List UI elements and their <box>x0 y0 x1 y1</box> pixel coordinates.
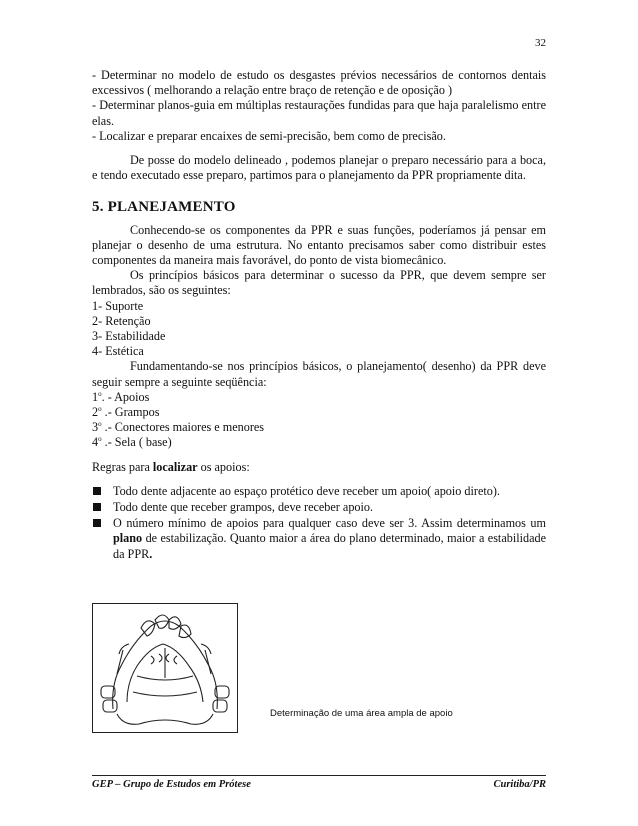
sequence-text: .- Sela ( base) <box>101 435 172 450</box>
sequence-number: 2 <box>92 405 99 420</box>
dental-arch-illustration <box>92 603 238 733</box>
principle-item: 2- Retenção <box>92 313 151 328</box>
ordinal-mark: o <box>98 389 102 398</box>
page-number: 32 <box>535 37 546 49</box>
rule-item: O número mínimo de apoios para qualquer caso deve ser 3. Assim determinamos um plano de estabilização. Quanto maior a área do plano determinado, maior a estabilidade da PPR. <box>92 516 546 562</box>
principle-item: 1- Suporte <box>92 298 144 313</box>
principle-item: 3- Estabilidade <box>92 329 166 344</box>
sequence-item <box>92 405 546 420</box>
footer-divider <box>92 775 546 776</box>
rule-item: Todo dente que receber grampos, deve receber apoio. <box>92 500 546 515</box>
sequence-text: .- Conectores maiores e menores <box>101 420 265 435</box>
square-bullet-icon <box>93 503 101 511</box>
paragraph-sequence: Fundamentando-se nos princípios básicos, o planejamento( desenho) da PPR deve seguir sempre a seguinte seqüência: <box>92 359 546 389</box>
rules-bold-word: localizar <box>152 459 198 474</box>
section-title: 5. PLANEJAMENTO <box>92 199 236 216</box>
principle-item: 4- Estética <box>92 344 144 359</box>
rule-item: Todo dente adjacente ao espaço protético deve receber um apoio( apoio direto). <box>92 484 546 499</box>
sequence-number: 1 <box>92 389 99 404</box>
sequence-item <box>92 390 546 405</box>
bold-word-plano: plano <box>113 531 143 546</box>
rules-list <box>92 484 546 562</box>
denture-drawing-icon <box>93 604 237 732</box>
intro-item: - Localizar e preparar encaixes de semi-precisão, bem como de precisão. <box>92 128 446 143</box>
footer-left: GEP – Grupo de Estudos em Prótese <box>92 779 251 790</box>
footer-right: Curitiba/PR <box>493 779 546 790</box>
intro-paragraph: De posse do modelo delineado , podemos planejar o preparo necessário para a boca, e tendo executado esse preparo, partimos para o planejamento da PPR propriamente dita. <box>92 153 546 183</box>
square-bullet-icon <box>93 487 101 495</box>
sequence-number: 4 <box>92 435 99 450</box>
sequence-text: .- Grampos <box>101 405 160 420</box>
rules-heading: Regras para localizar os apoios: <box>92 459 250 474</box>
ordinal-mark: o <box>98 405 102 413</box>
sequence-number: 3 <box>92 420 99 435</box>
figure-caption: Determinação de uma área ampla de apoio <box>270 708 453 719</box>
sequence-item <box>92 435 546 450</box>
paragraph-components: Conhecendo-se os componentes da PPR e suas funções, poderíamos já pensar em planejar o desenho de uma estrutura. No entanto precisamos saber como distribuir estes componentes da maneira mais favorável, do ponto de vista biomecânico. <box>92 222 546 268</box>
paragraph-principles: Os princípios básicos para determinar o sucesso da PPR, que devem sempre ser lembrados, são os seguintes: <box>92 268 546 298</box>
ordinal-mark: o <box>98 420 102 429</box>
ordinal-mark: o <box>98 435 102 444</box>
sequence-text: . - Apoios <box>101 389 150 404</box>
square-bullet-icon <box>93 519 101 527</box>
sequence-item <box>92 420 546 435</box>
intro-item: - Determinar no modelo de estudo os desgastes prévios necessários de contornos dentais excessivos ( melhorando a relação entre braço de retenção e de oposição ) <box>92 68 546 98</box>
intro-item: - Determinar planos-guia em múltiplas restaurações fundidas para que haja paralelismo entre elas. <box>92 98 546 128</box>
page-content <box>92 68 546 563</box>
